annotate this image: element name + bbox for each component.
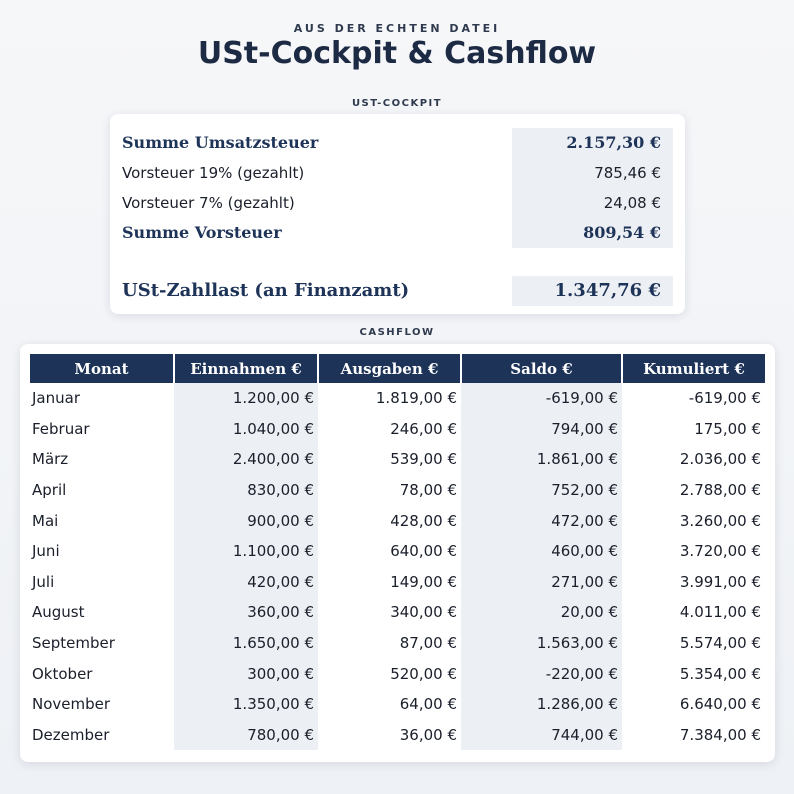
cell-month: April — [32, 481, 67, 500]
cell-ausgaben: 78,00 € — [399, 481, 457, 500]
ust-row-summe-umsatzsteuer — [122, 128, 673, 158]
ust-row-label: Vorsteuer 19% (gezahlt) — [122, 164, 305, 182]
cell-einnahmen: 1.650,00 € — [174, 628, 318, 659]
cell-kumuliert: 4.011,00 € — [679, 603, 761, 622]
column-header-ausgaben: Ausgaben € — [318, 354, 461, 383]
cell-einnahmen: 1.200,00 € — [174, 383, 318, 414]
cell-einnahmen: 830,00 € — [174, 475, 318, 506]
cell-ausgaben: 87,00 € — [399, 634, 457, 653]
cell-saldo: 794,00 € — [461, 414, 622, 445]
cell-kumuliert: 3.260,00 € — [679, 511, 761, 530]
ust-row-value: 2.157,30 € — [512, 128, 673, 158]
cell-month: August — [32, 603, 85, 622]
cashflow-body — [30, 383, 765, 750]
table-row — [30, 383, 765, 414]
cell-einnahmen: 1.100,00 € — [174, 536, 318, 567]
cashflow-header-row — [30, 354, 765, 383]
table-row — [30, 475, 765, 506]
cashflow-section-label: CASHFLOW — [359, 327, 435, 338]
cell-einnahmen: 900,00 € — [174, 505, 318, 536]
cell-kumuliert: 6.640,00 € — [679, 695, 761, 714]
ust-row-vorsteuer-19 — [122, 158, 673, 188]
column-header-kumuliert: Kumuliert € — [622, 354, 765, 383]
cell-ausgaben: 520,00 € — [390, 664, 457, 683]
ust-cockpit-card — [110, 114, 685, 314]
table-row — [30, 567, 765, 598]
table-row — [30, 536, 765, 567]
cell-month: Februar — [32, 419, 90, 438]
cell-month: November — [32, 695, 111, 714]
cell-saldo: 1.286,00 € — [461, 689, 622, 720]
cell-ausgaben: 149,00 € — [390, 572, 457, 591]
cell-saldo: 752,00 € — [461, 475, 622, 506]
ust-row-value: 809,54 € — [512, 218, 673, 248]
cell-einnahmen: 300,00 € — [174, 658, 318, 689]
cell-month: Dezember — [32, 725, 110, 744]
cell-ausgaben: 36,00 € — [399, 725, 457, 744]
cell-saldo: -220,00 € — [461, 658, 622, 689]
cell-month: Januar — [32, 389, 80, 408]
cell-saldo: 460,00 € — [461, 536, 622, 567]
cell-kumuliert: 5.574,00 € — [679, 634, 761, 653]
table-row — [30, 414, 765, 445]
table-row — [30, 444, 765, 475]
ust-row-summe-vorsteuer — [122, 218, 673, 248]
cell-kumuliert: 2.788,00 € — [679, 481, 761, 500]
table-row — [30, 720, 765, 751]
cell-saldo: 20,00 € — [461, 597, 622, 628]
cashflow-table — [30, 354, 765, 750]
table-row — [30, 505, 765, 536]
cell-month: September — [32, 634, 115, 653]
ust-row-label: Summe Umsatzsteuer — [122, 133, 319, 152]
ust-row-zahllast — [122, 276, 673, 306]
ust-row-label: Summe Vorsteuer — [122, 223, 282, 242]
cell-month: Oktober — [32, 664, 93, 683]
cell-kumuliert: 3.991,00 € — [679, 572, 761, 591]
cell-einnahmen: 2.400,00 € — [174, 444, 318, 475]
cell-kumuliert: -619,00 € — [688, 389, 761, 408]
cell-saldo: -619,00 € — [461, 383, 622, 414]
column-header-saldo: Saldo € — [461, 354, 622, 383]
ust-row-value: 785,46 € — [512, 158, 673, 188]
table-row — [30, 628, 765, 659]
cell-einnahmen: 360,00 € — [174, 597, 318, 628]
ust-row-label: Vorsteuer 7% (gezahlt) — [122, 194, 295, 212]
cell-ausgaben: 539,00 € — [390, 450, 457, 469]
ust-zahllast-value: 1.347,76 € — [512, 276, 673, 306]
ust-row-value: 24,08 € — [512, 188, 673, 218]
cell-ausgaben: 1.819,00 € — [375, 389, 457, 408]
cell-month: Juli — [32, 572, 55, 591]
table-row — [30, 658, 765, 689]
cell-month: Mai — [32, 511, 59, 530]
cashflow-card — [20, 344, 775, 762]
ust-row-vorsteuer-7 — [122, 188, 673, 218]
cell-einnahmen: 1.350,00 € — [174, 689, 318, 720]
cell-saldo: 271,00 € — [461, 567, 622, 598]
cell-kumuliert: 2.036,00 € — [679, 450, 761, 469]
column-header-einnahmen: Einnahmen € — [174, 354, 318, 383]
cell-saldo: 1.861,00 € — [461, 444, 622, 475]
cell-saldo: 1.563,00 € — [461, 628, 622, 659]
page-kicker: AUS DER ECHTEN DATEI — [293, 22, 501, 35]
cell-ausgaben: 64,00 € — [399, 695, 457, 714]
cell-ausgaben: 340,00 € — [390, 603, 457, 622]
table-row — [30, 689, 765, 720]
cell-kumuliert: 7.384,00 € — [679, 725, 761, 744]
cell-ausgaben: 428,00 € — [390, 511, 457, 530]
cell-kumuliert: 175,00 € — [694, 419, 761, 438]
cell-einnahmen: 1.040,00 € — [174, 414, 318, 445]
column-header-monat: Monat — [30, 354, 174, 383]
cell-einnahmen: 420,00 € — [174, 567, 318, 598]
ust-zahllast-label: USt-Zahllast (an Finanzamt) — [122, 280, 410, 301]
cell-kumuliert: 3.720,00 € — [679, 542, 761, 561]
cell-ausgaben: 640,00 € — [390, 542, 457, 561]
page-title: USt-Cockpit & Cashflow — [197, 36, 597, 71]
cell-saldo: 472,00 € — [461, 505, 622, 536]
cell-saldo: 744,00 € — [461, 720, 622, 751]
cell-ausgaben: 246,00 € — [390, 419, 457, 438]
ust-section-label: UST-COCKPIT — [351, 98, 443, 109]
cell-einnahmen: 780,00 € — [174, 720, 318, 751]
cell-month: Juni — [32, 542, 60, 561]
cell-kumuliert: 5.354,00 € — [679, 664, 761, 683]
table-row — [30, 597, 765, 628]
cell-month: März — [32, 450, 69, 469]
